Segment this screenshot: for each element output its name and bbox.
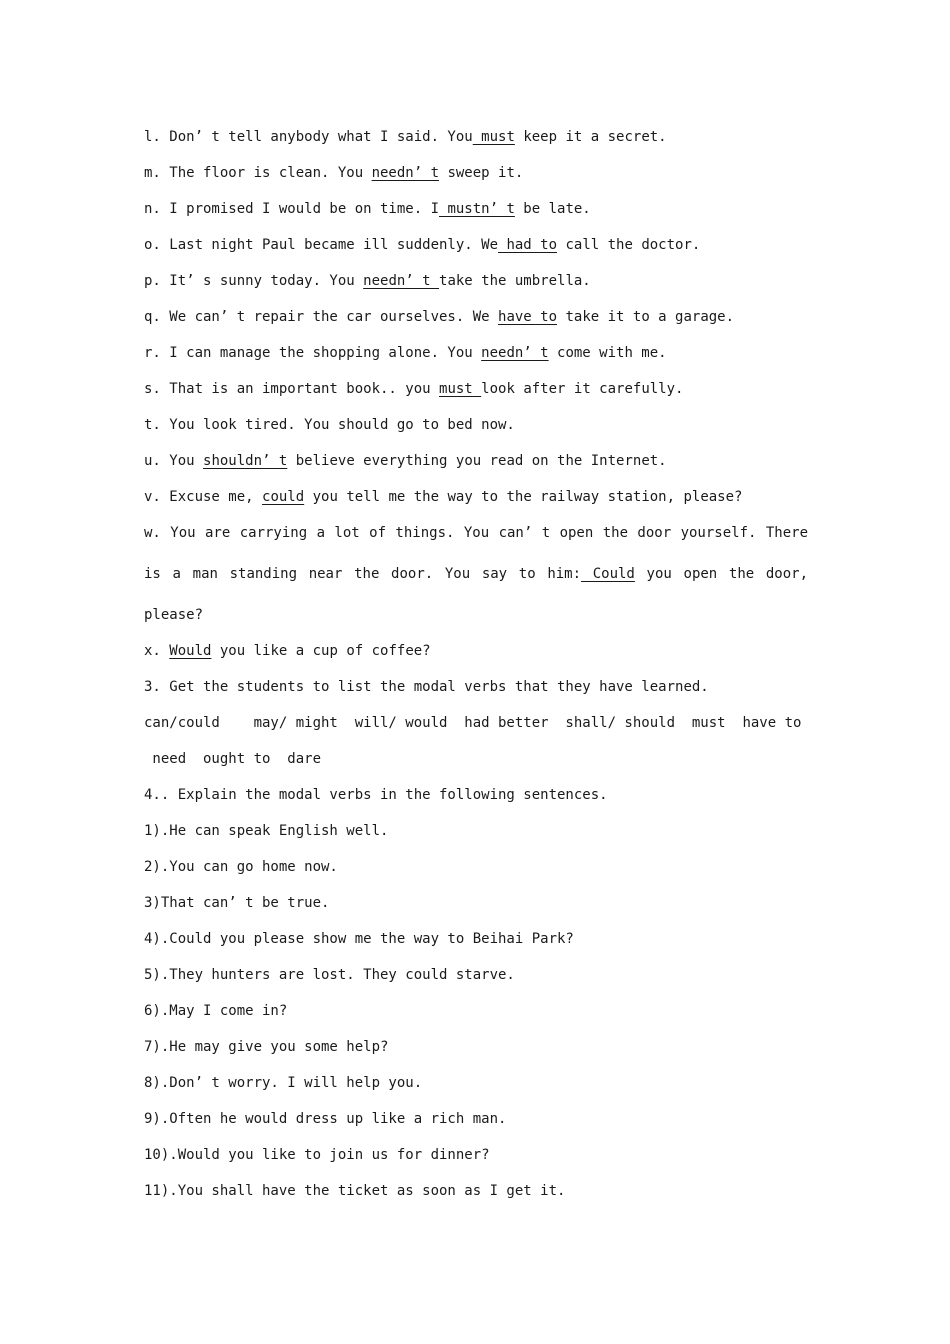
sentence-11: 11).You shall have the ticket as soon as I get it. [144, 1183, 566, 1199]
exercise-item-x [144, 640, 808, 676]
sentence-text: come with me. [548, 345, 667, 361]
item-w-line-3: please? [144, 607, 204, 623]
sentence-text: p. It’ s sunny today. You [144, 273, 364, 289]
sentence-text: you open the door, [634, 566, 809, 582]
sentence-text: v. Excuse me, [144, 489, 263, 505]
answer-blank: needn’ t [363, 273, 440, 289]
sentence-text: take it to a garage. [557, 309, 735, 325]
answer-blank: needn’ t [371, 165, 440, 181]
answer-blank: could [262, 489, 305, 505]
sentence-5: 5).They hunters are lost. They could starve. [144, 967, 515, 983]
sentence-text: s. That is an important book.. you [144, 381, 440, 397]
section-4-heading: 4.. Explain the modal verbs in the following sentences. [144, 787, 608, 803]
section-3-heading: 3. Get the students to list the modal verbs that they have learned. [144, 679, 709, 695]
exercise-item-v [144, 486, 808, 522]
answer-blank: have to [498, 309, 558, 325]
sentence-text: sweep it. [439, 165, 524, 181]
answer-blank: mustn’ t [439, 201, 515, 217]
sentence-text: believe everything you read on the Internet. [287, 453, 667, 469]
sentence-text: x. [144, 643, 170, 659]
sentence-text: q. We can’ t repair the car ourselves. We [144, 309, 499, 325]
answer-blank: must [439, 381, 482, 397]
sentence-text: l. Don’ t tell anybody what I said. You [144, 129, 473, 145]
sentence-8: 8).Don’ t worry. I will help you. [144, 1075, 423, 1091]
sentence-10: 10).Would you like to join us for dinner? [144, 1147, 490, 1163]
exercise-item-m [144, 162, 808, 198]
sentence-text: call the doctor. [557, 237, 701, 253]
sentence-text: look after it carefully. [481, 381, 684, 397]
answer-blank: must [472, 129, 515, 145]
answer-blank: Would [169, 643, 212, 659]
answer-blank: needn’ t [481, 345, 549, 361]
sentence-3: 3)That can’ t be true. [144, 895, 330, 911]
document-body [144, 126, 808, 1216]
answer-blank: had to [498, 237, 558, 253]
exercise-item-p [144, 270, 808, 306]
sentence-text: u. You [144, 453, 204, 469]
item-w-line-2 [144, 563, 808, 604]
exercise-item-n [144, 198, 808, 234]
sentence-4: 4).Could you please show me the way to Beihai Park? [144, 931, 574, 947]
exercise-item-u [144, 450, 808, 486]
sentence-text: o. Last night Paul became ill suddenly. We [144, 237, 499, 253]
sentence-text: you like a cup of coffee? [211, 643, 431, 659]
sentence-9: 9).Often he would dress up like a rich man. [144, 1111, 507, 1127]
sentence-text: t. You look tired. You should go to bed now. [144, 417, 515, 433]
sentence-text: m. The floor is clean. You [144, 165, 372, 181]
sentence-text: keep it a secret. [514, 129, 667, 145]
sentence-text: n. I promised I would be on time. I [144, 201, 440, 217]
answer-blank: Could [581, 566, 635, 582]
sentence-6: 6).May I come in? [144, 1003, 288, 1019]
modal-verb-list-line-1: can/could may/ might will/ would had better shall/ should must have to [144, 715, 802, 731]
exercise-item-t [144, 414, 808, 450]
sentence-text: is a man standing near the door. You say to him: [144, 566, 582, 582]
exercise-item-r [144, 342, 808, 378]
exercise-item-o [144, 234, 808, 270]
modal-verb-list-line-2: need ought to dare [144, 751, 322, 767]
exercise-item-s [144, 378, 808, 414]
exercise-item-w [144, 522, 808, 640]
sentence-2: 2).You can go home now. [144, 859, 338, 875]
sentence-text: you tell me the way to the railway station, please? [304, 489, 743, 505]
exercise-item-q [144, 306, 808, 342]
exercise-item-l [144, 126, 808, 162]
sentence-text: be late. [514, 201, 591, 217]
sentence-text: take the umbrella. [439, 273, 591, 289]
item-w-line-1: w. You are carrying a lot of things. You can’ t open the door yourself. There [144, 525, 808, 541]
sentence-7: 7).He may give you some help? [144, 1039, 389, 1055]
answer-blank: shouldn’ t [203, 453, 288, 469]
sentence-text: r. I can manage the shopping alone. You [144, 345, 482, 361]
sentence-1: 1).He can speak English well. [144, 823, 389, 839]
